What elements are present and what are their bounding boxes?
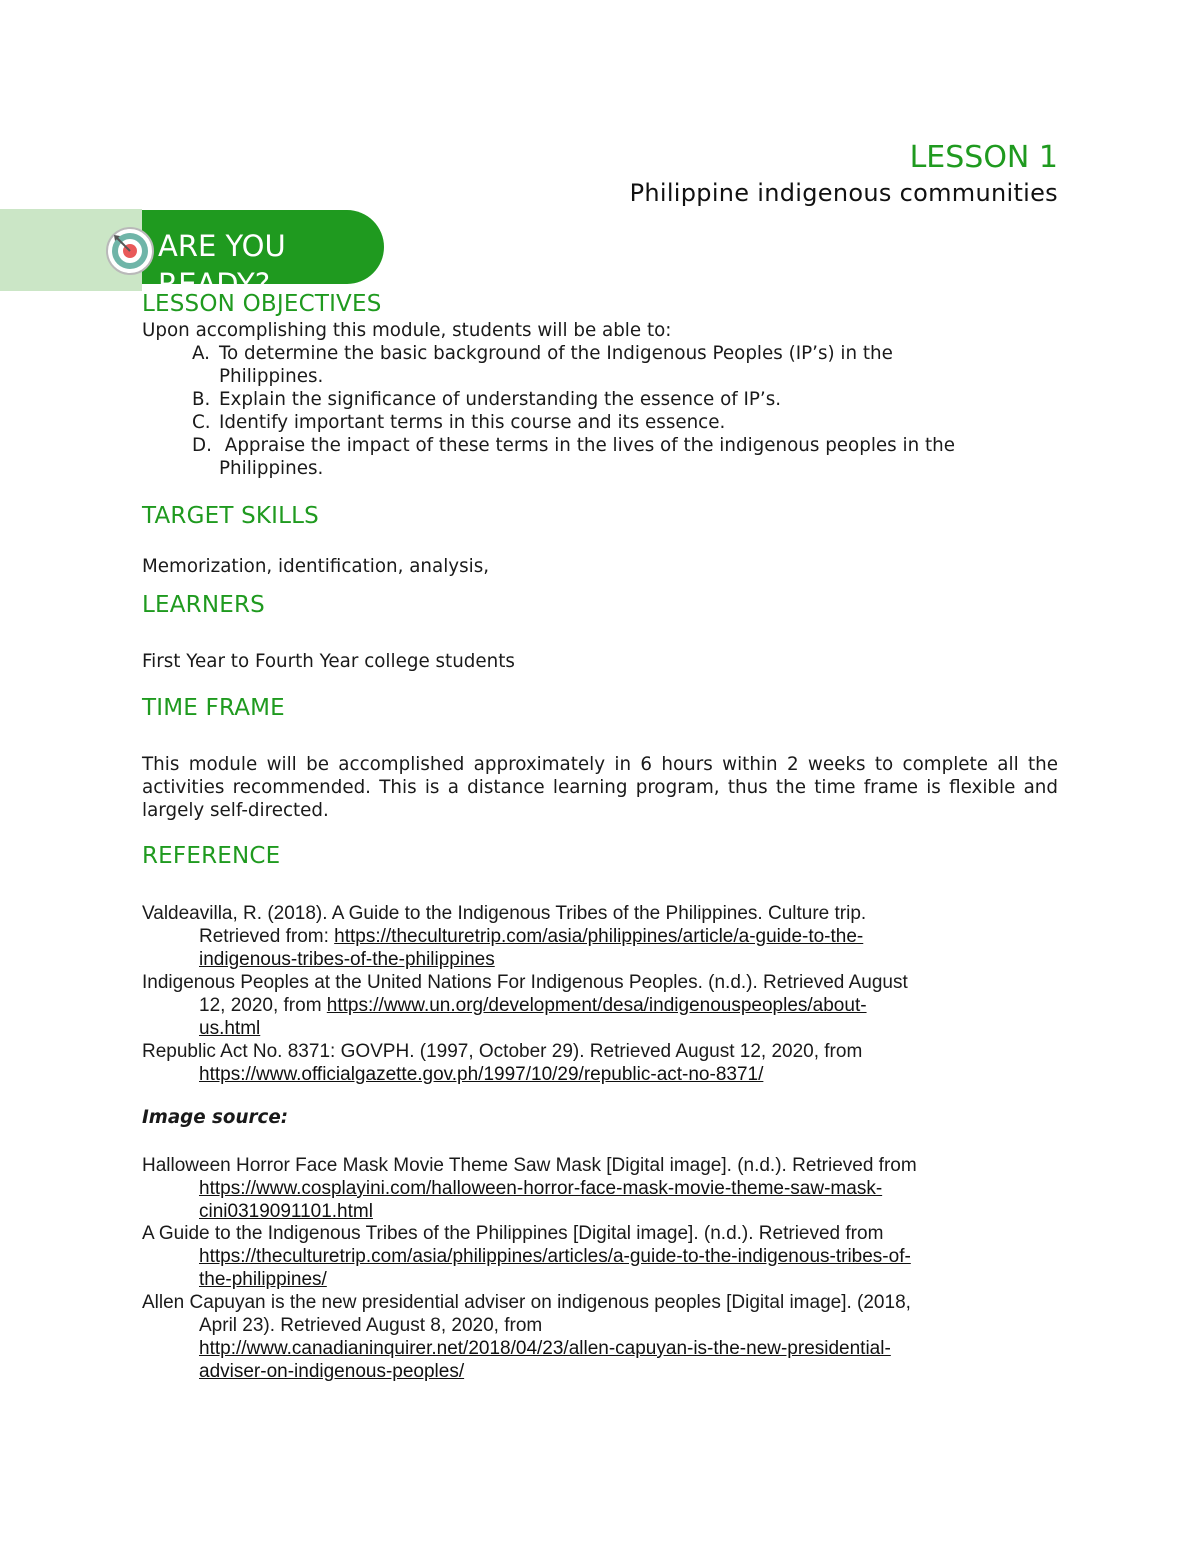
reference-link[interactable]: https://www.un.org/development/desa/indigenouspeoples/about- — [326, 995, 867, 1016]
reference-link-continued[interactable]: us.html — [199, 1018, 261, 1039]
image-source-link-continued[interactable]: the-philippines/ — [199, 1269, 327, 1290]
lesson-title: Philippine indigenous communities — [629, 179, 1058, 207]
image-source-link[interactable]: https://www.cosplayini.com/halloween-horror-face-mask-movie-theme-saw-mask- — [199, 1178, 883, 1199]
objectives-heading: LESSON OBJECTIVES — [142, 291, 382, 317]
objectives-intro: Upon accomplishing this module, students will be able to: — [142, 320, 672, 341]
learners-heading: LEARNERS — [142, 592, 265, 618]
time-frame-text: This module will be accomplished approximately in 6 hours within 2 weeks to complete all the activities recommended. This is a distance learning program, thus the time frame is flexible and largely self-directed. — [142, 754, 1058, 821]
lesson-number: LESSON 1 — [909, 140, 1058, 175]
banner-line-1: ARE YOU — [158, 229, 286, 263]
image-source-entry: Allen Capuyan is the new presidential adviser on indigenous peoples [Digital image]. (2018, April 23). Retrieved August 8, 2020, from http://www.canadianinquirer.net/2018/04/23/allen-capuyan-is-the-new-presidential- adviser-on-indigenous-peoples/ — [142, 1292, 911, 1382]
objective-item-d: D. Appraise the impact of these terms in the lives of the indigenous peoples in the Philippines. — [192, 435, 955, 479]
target-skills-heading: TARGET SKILLS — [142, 503, 319, 529]
objective-item-b: B. Explain the significance of understanding the essence of IP’s. — [192, 389, 782, 410]
image-source-entry: A Guide to the Indigenous Tribes of the Philippines [Digital image]. (n.d.). Retrieved from https://theculturetrip.com/asia/philippines/articles/a-guide-to-the-indigenous-tribes-of- the-philippines/ — [142, 1223, 911, 1290]
image-source-link[interactable]: https://theculturetrip.com/asia/philippines/articles/a-guide-to-the-indigenous-tribes-of- — [199, 1246, 911, 1267]
image-source-label: Image source: — [142, 1107, 289, 1128]
target-skills-text: Memorization, identification, analysis, — [142, 556, 490, 577]
image-source-link-continued[interactable]: cini0319091101.html — [199, 1201, 373, 1222]
reference-heading: REFERENCE — [142, 843, 281, 869]
reference-link-continued[interactable]: indigenous-tribes-of-the-philippines — [199, 949, 495, 970]
banner-line-2: READY? — [158, 267, 271, 301]
image-source-entry: Halloween Horror Face Mask Movie Theme Saw Mask [Digital image]. (n.d.). Retrieved from https://www.cosplayini.com/halloween-horror-face-mask-movie-theme-saw-mask- cini0319091101.html — [142, 1155, 917, 1222]
reference-entry: Valdeavilla, R. (2018). A Guide to the Indigenous Tribes of the Philippines. Culture trip. Retrieved from: https://theculturetrip.com/asia/philippines/article/a-guide-to-the- indigenous-tribes-of-the-philippines — [142, 903, 867, 970]
learners-text: First Year to Fourth Year college students — [142, 651, 515, 672]
image-source-link-continued[interactable]: adviser-on-indigenous-peoples/ — [199, 1361, 465, 1382]
reference-link[interactable]: https://www.officialgazette.gov.ph/1997/10/29/republic-act-no-8371/ — [199, 1064, 764, 1085]
reference-entry: Republic Act No. 8371: GOVPH. (1997, October 29). Retrieved August 12, 2020, from https://www.officialgazette.gov.ph/1997/10/29/republic-act-no-8371/ — [142, 1041, 863, 1085]
reference-entry: Indigenous Peoples at the United Nations For Indigenous Peoples. (n.d.). Retrieved August 12, 2020, from https://www.un.org/development/desa/indigenouspeoples/about- us.html — [142, 972, 908, 1039]
image-source-link[interactable]: http://www.canadianinquirer.net/2018/04/23/allen-capuyan-is-the-new-presidential- — [199, 1338, 891, 1359]
reference-link[interactable]: https://theculturetrip.com/asia/philippines/article/a-guide-to-the- — [334, 926, 864, 947]
objective-item-a: A. To determine the basic background of the Indigenous Peoples (IP’s) in the Philippines. — [192, 343, 893, 387]
objective-item-c: C. Identify important terms in this course and its essence. — [192, 412, 726, 433]
target-icon — [105, 226, 155, 276]
time-frame-heading: TIME FRAME — [142, 695, 285, 721]
